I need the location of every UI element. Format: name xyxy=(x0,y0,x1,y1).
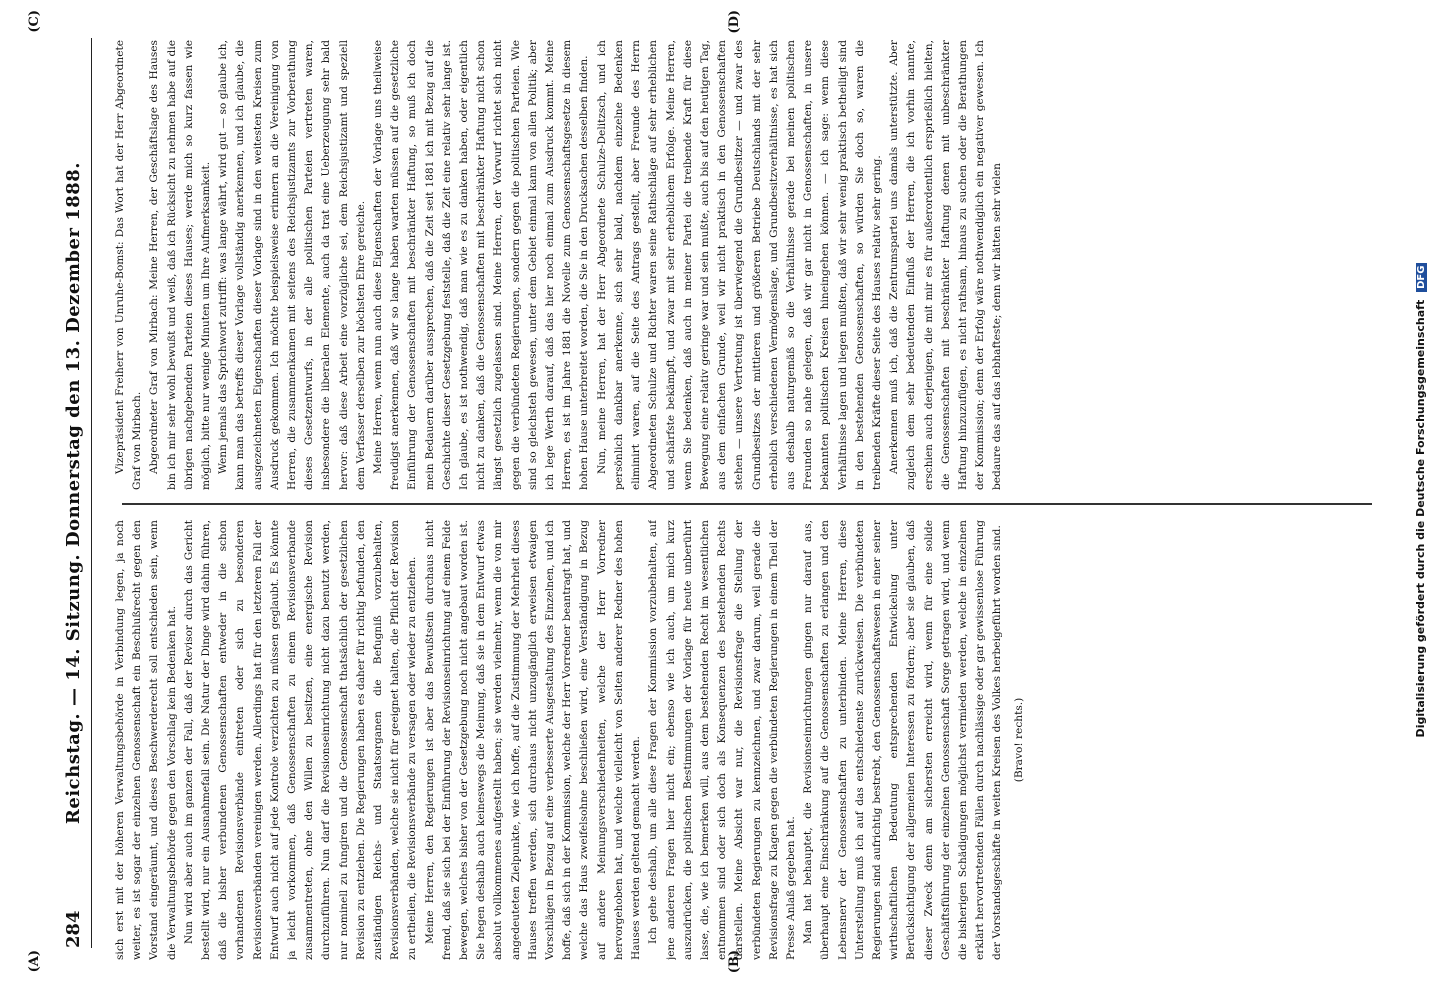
left-column xyxy=(112,520,1392,960)
paragraph: Vizepräsident Freiherr von Unruhe-Bomst: Das Wort hat der Herr Abgeordnete Graf von Mirbach. xyxy=(114,40,144,490)
paragraph: Wenn jemals das Sprichwort zutrifft: was lange währt, wird gut — so glaube ich, kann man das betreffs dieser Vorlage vollständig anerkennen, und ich glaube, die ausgezeichneten Eigenschaften dieser Vorlage sind in den weitesten Kreisen zum Ausdruck gekommen. Ich möchte beispielsweise erinnern an die Vereinigung von Herren, die zusammenkamen mit seitens des Reichsjustizamts zur Vorberathung dieses Gesetzentwurfs, in der alle politischen Parteien vertreten waren, insbesondere die liberalen Elemente, auch da trat eine Ueberzeugung sehr bald hervor: daß diese Arbeit eine vorzügliche sei, dem Reichsjustizamt und speziell dem Verfasser derselben zur höchsten Ehre gereiche. xyxy=(217,40,367,490)
margin-marker-b: (B) xyxy=(727,950,742,974)
paragraph: Meine Herren, wenn nun auch diese Eigenschaften der Vorlage uns theilweise freudigst anerkennen, daß wir so lange haben warten müssen auf die gesetzliche Einführung der Genossenschaften mit beschränkter Haftung, so muß ich doch mein Bedauern darüber aussprechen, daß die Zeit seit 1881 ich mit Bezug auf die Geschichte dieser Gesetzgebung feststelle, daß die Zeit eine relativ sehr lange ist. Ich glaube, es ist nothwendig, daß man wie es zu danken haben, oder eigentlich nicht zu danken, daß die Genossenschaften mit beschränkter Haftung nicht schon längst gesetzlich zugelassen sind. Meine Herren, der Vorwurf richtet sich nicht gegen die verbündeten Regierungen, sondern gegen die politischen Parteien. Wie sind so gleichsteh gewesen, unter dem Gebiet einmal kann von allen Politik; aber ich lege Werth darauf, daß das hier noch einmal zum Ausdruck kommt. Meine Herren, es ist im Jahre 1881 die Novelle zum Genossenschaftsgesetze in diesem hohen Hause unterbreitet worden, die Sie in den Drucksachen desselben finden. xyxy=(372,40,591,490)
digitization-credit xyxy=(1414,0,1432,1000)
page-number: 284 xyxy=(63,910,84,948)
paragraph: Ich gehe deshalb, um alle diese Fragen der Kommission vorzubehalten, auf jene anderen Fragen hier nicht ein; ebenso wie ich auch, um mich kurz auszudrücken, die politischen Bestimmungen der Vorlage für heute unberührt lasse, die, wie ich bemerken will, aus dem bestehenden Recht im wesentlichen entnommen sind oder sich doch als Konsequenzen des bestehenden Rechts darstellen. Meine Absicht war nur, die Revisionsfrage die Stellung der verbündeten Regierungen zu kennzeichnen, und zwar darum, weil gerade die Revisionsfrage zu Klagen gegen die verbündeten Regierungen in einem Theil der Presse Anlaß gegeben hat. xyxy=(647,520,797,960)
paragraph: Anerkennen muß ich, daß die Zentrumspartei uns damals unterstützte. Aber zugleich dem sehr bedeutenden Einfluß der Herren, die ich vorhin nannte, erschien auch derjenigen, die mit mir es für außerordentlich ersprießlich hielten, die Genossenschaften mit beschränkter Haftung denen mit unbeschränkter Haftung hinzuzufügen, es nicht rathsam, hinaus zu suchen oder die Berathungen der Kommission; denn der Erfolg wäre nothwendiglich ein negativer gewesen. Ich bedaure das auf das lebhafteste; denn wir hätten sehr vielen xyxy=(888,40,1004,490)
paragraph: Man hat behauptet, die Revisionseinrichtungen gingen nur darauf aus, überhaupt eine Einschränkung auf die Genossenschaften zu erlangen und den Lebensnerv der Genossenschaften zu unterbinden. Meine Herren, diese Unterstellung muß ich auf das entschiedenste zurückweisen. Die verbündeten Regierungen sind aufrichtig bestrebt, den Genossenschaftswesen in einer seiner wirthschaftlichen Bedeutung entsprechenden Entwickelung unter Berücksichtigung der allgemeinen Interessen zu fördern; aber sie glauben, daß dieser Zweck denn am sichersten erreicht wird, wenn für eine solide Geschäftsführung der einzelnen Genossenschaft Sorge getragen wird, und wenn die bisherigen Schädigungen möglichst vermieden werden, welche in einzelnen erklärt hervortretenden Fällen durch nachlässige oder gar gewissenlose Führung der Vorstandsgeschäfte in weiten Kreisen des Volkes herbeigeführt worden sind. xyxy=(802,520,1004,960)
paragraph: Abgeordneter Graf von Mirbach: Meine Herren, der Geschäftslage des Hauses bin ich mir sehr wohl bewußt und weiß, daß ich Rücksicht zu nehmen habe auf die übrigen nachgebenden Parteien dieses Hauses; werde mich so kurz fassen wie möglich, bitte nur wenige Minuten um Ihre Aufmerksamkeit. xyxy=(148,40,213,490)
margin-marker-a: (A) xyxy=(27,950,42,973)
credit-text: Digitalisierung gefördert durch die Deutsche Forschungsgemeinschaft xyxy=(1414,299,1427,738)
paragraph: Nun wird aber auch im ganzen der Fall, daß der Revisor durch das Gericht bestellt wird, nur ein Ausnahmefall sein. Die Natur der Dinge wird dahin führen, daß die bisher verbundenen Genossenschaften entweder in die schon vorhandenen Revisionsverbände eintreten oder sich zu besonderen Revisionsverbänden vereinigen werden. Allerdings hat für den letzteren Fall der Entwurf auch nicht auf jede Kontrole verzichten zu müssen geglaubt. Es könnte ja leicht vorkommen, daß Genossenschaften zu einem Revisionsverbande zusammentreten, ohne den Willen zu besitzen, eine energische Revision durchzuführen. Nun darf die Revisionseinrichtung nicht dazu benutzt werden, nur nominell zu fungiren und die Genossenschaft thatsächlich der gesetzlichen Revision zu entziehen. Die Regierungen haben es daher für richtig befunden, den zuständigen Reichs- und Staatsorganen die Befugniß vorzubehalten, Revisionsverbänden, welche sie nicht für geeignet halten, die Pflicht der Revision zu ertheilen, die Revisionsverbände zu versagen oder wieder zu entziehen. xyxy=(182,520,419,960)
dfg-logo: DFG xyxy=(1416,263,1427,292)
page-header xyxy=(61,38,92,948)
margin-marker-d: (D) xyxy=(727,10,742,34)
column-divider xyxy=(122,503,1372,505)
page-title: Reichstag. — 14. Sitzung. Donnerstag den 13. Dezember 1888. xyxy=(63,161,84,825)
paragraph: Nun, meine Herren, hat der Herr Abgeordnete Schulze-Delitzsch, und ich persönlich dankbar anerkenne, sich sehr bald, nachdem einzelne Bedenken eliminirt waren, auf die Seite des Antrags gestellt, aber Freunde des Herrn Abgeordneten Schulze und Richter waren seine Rathschläge auf sehr erheblichen und schärfste bekämpft, und zwar mit sehr erheblichem Erfolge. Meine Herren, wenn Sie bedenken, daß auch in meiner Partei die treibende Kraft für diese Bewegung eine relativ geringe war und sein mußte, auch bis auf den heutigen Tag, aus dem einfachen Grunde, weil wir nicht praktisch in den Genossenschaften stehen — unsere Vertretung ist überwiegend die Grundbesitzer — und zwar des Grundbesitzes der mittleren und größeren Betriebe Deutschlands mit der sehr erheblich verschiedenen Vermögenslage, und Grundbesitzverhältnisse, es hat sich aus deshalb naturgemäß so die Verhältnisse gerade bei meinen politischen Freunden so nahe gelegen, daß wir gar nicht in Genossenschaften, in unsere bekannten politischen Kreisen hineingehen können. — ich sage: wenn diese Verhältnisse lagen und liegen mußten, daß wir sehr wenig praktisch betheiligt sind in den bestehenden Genossenschaften, so würden Sie doch so, waren die treibenden Kräfte dieser Seite des Hauses relativ sehr gering. xyxy=(595,40,883,490)
margin-marker-c: (C) xyxy=(27,10,42,33)
right-column xyxy=(112,40,1392,490)
paragraph: sich erst mit der höheren Verwaltungsbehörde in Verbindung legen, ja noch weiter, es ist sogar der einzelnen Genossenschaft ein Beschlußrecht gegen den Vorstand eingeräumt, und dieses Beschwerderecht soll entschieden sein, wenn die Verwaltungsbehörde gegen den Vorschlag kein Bedenken hat. xyxy=(114,520,178,960)
applause-note: (Bravo! rechts.) xyxy=(1012,697,1025,783)
paragraph: Meine Herren, den Regierungen ist aber das Bewußtsein durchaus nicht fremd, daß sie sich bei der Einführung der Revisionseinrichtung auf einem Felde bewegen, welches bisher von der Gesetzgebung noch nicht angebaut worden ist. Sie hegen deshalb auch keineswegs die Meinung, daß sie in dem Entwurf etwas absolut vollkommenes aufgestellt haben; sie werden vielmehr, wenn die von mir angedeuteten Zielpunkte, wie ich hoffe, auf die Zustimmung der Mehrheit dieses Hauses treffen werden, sich durchaus nicht unzugänglich erweisen etwaigen Vorschlägen in Bezug auf eine verbesserte Ausgestaltung des Einzelnen, und ich hoffe, daß sich in der Kommission, welche der Herr Vorredner beantragt hat, und welche das Haus zweifelsohne beschließen wird, eine Verständigung in Bezug auf andere Meinungsverschiedenheiten, welche der Herr Vorredner hervorgehoben hat, und welche vielleicht von Seiten anderer Redner des hohen Hauses werden geltend gemacht werden. xyxy=(423,520,643,960)
